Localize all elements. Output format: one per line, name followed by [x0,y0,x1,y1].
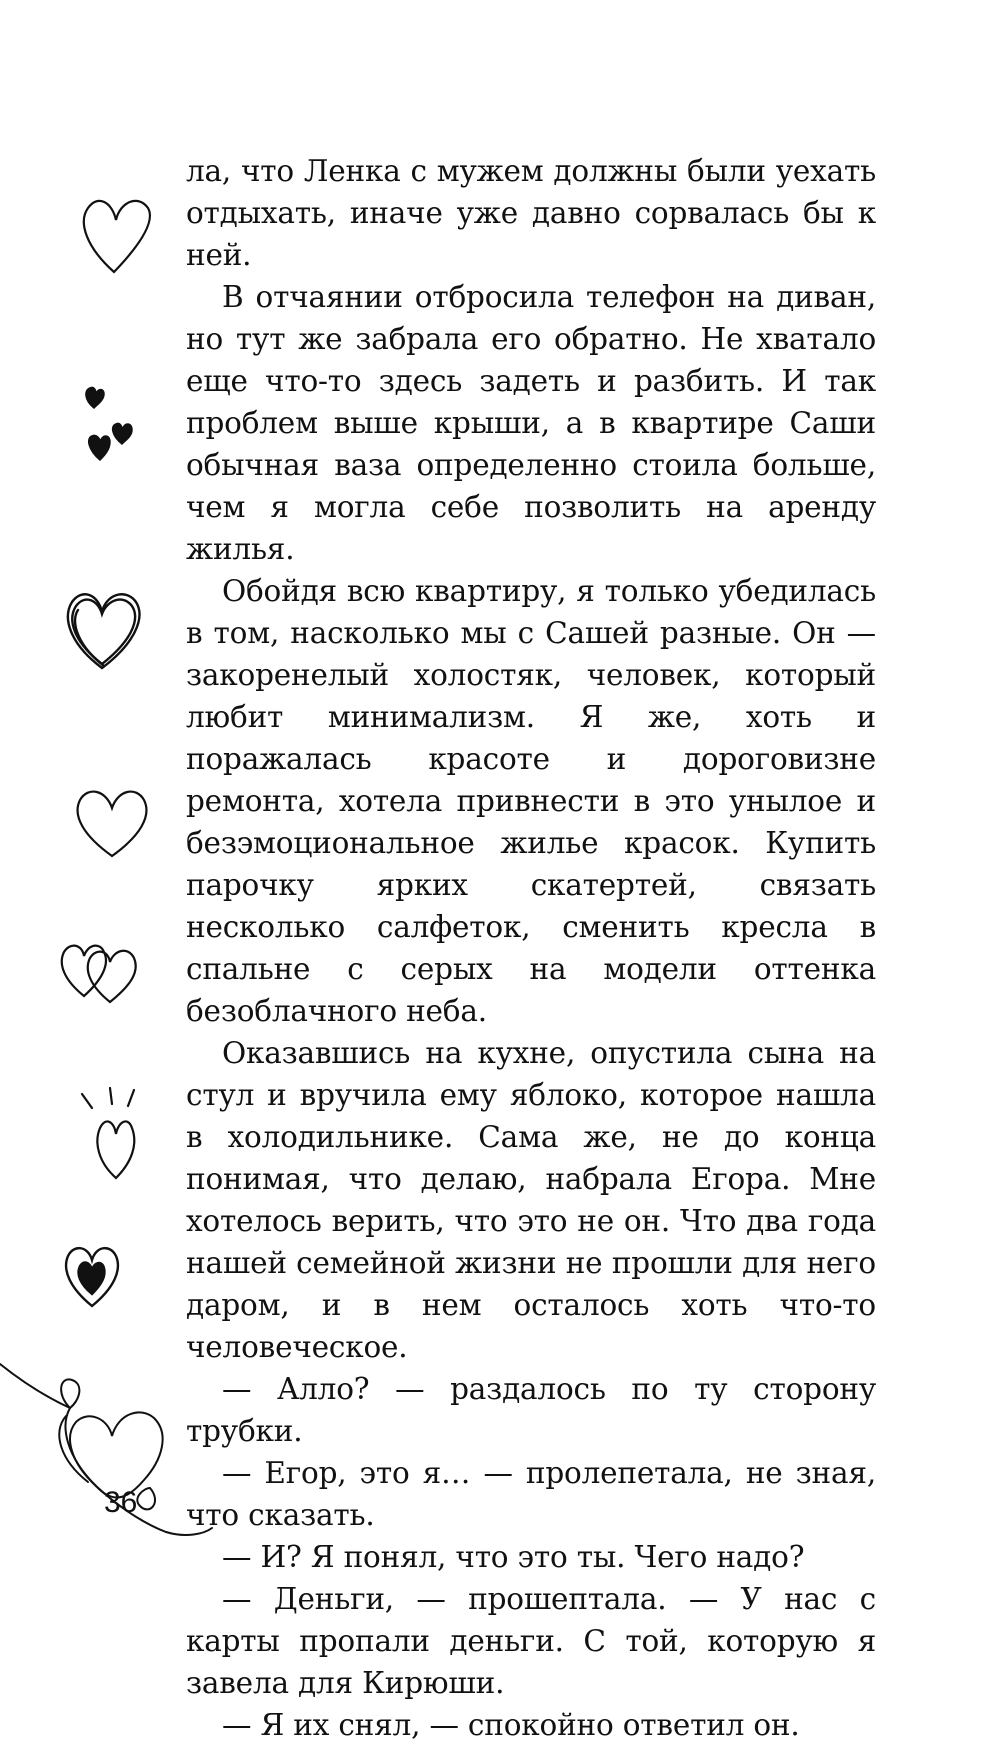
page-body [186,150,876,1746]
double-heart-icon [56,936,148,1012]
heart-outline-icon [70,786,154,862]
dialogue-line: — Я их снял, — спокойно ответил он. [222,1708,800,1742]
heart-rays-icon [76,1086,156,1186]
dialogue-line: — Алло? — раздалось по ту сторону трубки. [186,1372,876,1448]
paragraph: Обойдя всю квартиру, я только убедилась в том, насколько мы с Сашей разные. Он — закоренелый холостяк, человек, который любит минимализм. Я же, хоть и поражалась красоте и дороговизне ремонта, хотела привнести в это унылое и безэмоциональное жилье красок. Купить парочку ярких скатертей, связать несколько салфеток, сменить кресла в спальне с серых на модели оттенка безоблачного неба. [186,574,876,1028]
dialogue-line: — Егор, это я… — пролепетала, не зная, что сказать. [186,1456,876,1532]
paragraph: В отчаянии отбросила телефон на диван, но тут же забрала его обратно. Не хватало еще что-то здесь задеть и разбить. И так проблем выше крыши, а в квартире Саши обычная ваза определенно стоила больше, чем я могла себе позволить на аренду жилья. [186,280,876,566]
dialogue-line: — И? Я понял, что это ты. Чего надо? [222,1540,805,1574]
heart-scribble-icon [58,586,148,676]
page-number: 36 [104,1486,138,1519]
hearts-cluster-icon [76,380,146,470]
paragraph: ла, что Ленка с мужем должны были уехать отдыхать, иначе уже давно сорвалась бы к ней. [186,154,876,272]
paragraph: Оказавшись на кухне, опустила сына на стул и вручила ему яблоко, которое нашла в холодильнике. Сама же, не до конца понимая, что делаю, набрала Егора. Мне хотелось верить, что это не он. Что два года нашей семейной жизни не прошли для него даром, и в нем осталось хоть что-то человеческое. [186,1036,876,1364]
dialogue-line: — Деньги, — прошептала. — У нас с карты пропали деньги. С той, которую я завела для Кирюши. [186,1582,876,1700]
heart-filled-scribble-icon [60,1240,124,1312]
heart-outline-icon [76,192,156,282]
